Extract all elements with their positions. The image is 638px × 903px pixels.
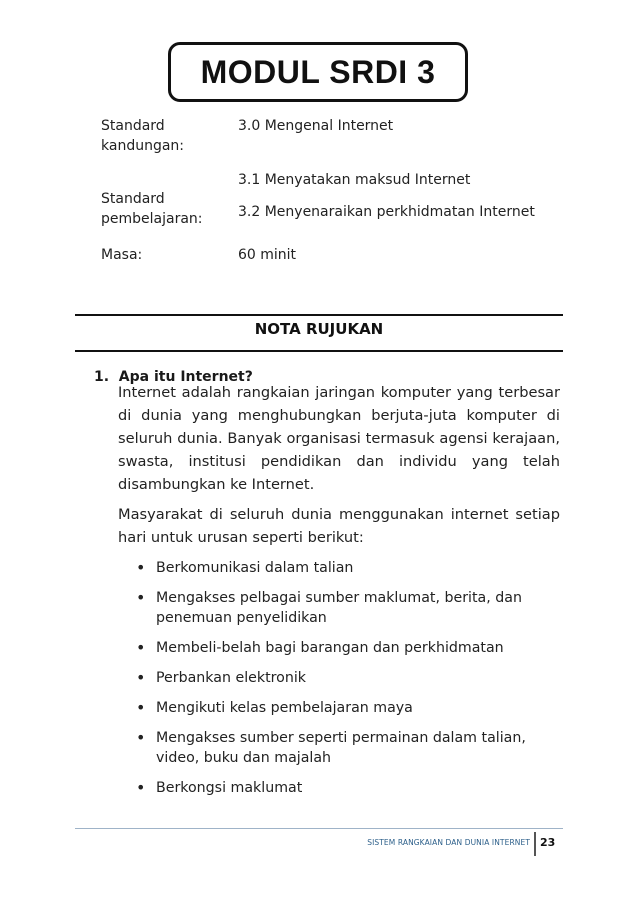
- paragraph-1: [118, 381, 560, 496]
- section-heading: NOTA RUJUKAN: [254, 320, 384, 338]
- standard-kandungan-label: Standard kandungan:: [101, 118, 185, 154]
- list-item: [136, 778, 556, 798]
- paragraph-line: hari untuk urusan seperti berikut:: [118, 529, 364, 546]
- footer-rule: [75, 828, 563, 829]
- list-item: [136, 668, 556, 688]
- bullet-icon: •: [136, 698, 146, 717]
- footer-separator: [534, 832, 536, 856]
- bullet-icon: •: [136, 668, 146, 687]
- list-item-text: Mengakses sumber seperti permainan dalam talian, video, buku dan majalah: [156, 730, 526, 766]
- paragraph-line: swasta, institusi pendidikan dan individu yang telah: [118, 453, 560, 470]
- section-1-title: 1. Apa itu Internet?: [94, 369, 253, 385]
- bullet-icon: •: [136, 558, 146, 577]
- usage-list: [136, 558, 556, 798]
- heading-rule-top: [75, 314, 563, 316]
- bullet-icon: •: [136, 728, 146, 747]
- footer-title: SISTEM RANGKAIAN DAN DUNIA INTERNET: [367, 838, 530, 847]
- list-item-text: Mengakses pelbagai sumber maklumat, berita, dan penemuan penyelidikan: [156, 590, 522, 626]
- list-item: [136, 638, 556, 658]
- bullet-icon: •: [136, 588, 146, 607]
- masa-value: 60 minit: [238, 247, 297, 263]
- paragraph-line: Masyarakat di seluruh dunia menggunakan internet setiap: [118, 506, 560, 523]
- list-item-text: Membeli-belah bagi barangan dan perkhidmatan: [156, 640, 504, 656]
- list-item-text: Berkongsi maklumat: [156, 780, 303, 796]
- module-title: MODUL SRDI 3: [168, 42, 468, 102]
- list-item: [136, 588, 546, 628]
- list-item-text: Perbankan elektronik: [156, 670, 306, 686]
- list-item: [136, 698, 556, 718]
- standard-pembelajaran-item: 3.1 Menyatakan maksud Internet: [238, 172, 471, 188]
- paragraph-line: di dunia yang menghubungkan berjuta-juta komputer di: [118, 407, 560, 424]
- bullet-icon: •: [136, 638, 146, 657]
- masa-label: Masa:: [101, 247, 143, 263]
- standard-kandungan-value: 3.0 Mengenal Internet: [238, 118, 394, 134]
- paragraph-line: disambungkan ke Internet.: [118, 476, 315, 493]
- standard-pembelajaran-label: Standard pembelajaran:: [101, 191, 203, 227]
- page-number: 23: [540, 836, 556, 849]
- list-item: [136, 558, 556, 578]
- paragraph-line: seluruh dunia. Banyak organisasi termasuk agensi kerajaan,: [118, 430, 560, 447]
- paragraph-2: [118, 503, 560, 549]
- list-item-text: Mengikuti kelas pembelajaran maya: [156, 700, 413, 716]
- bullet-icon: •: [136, 778, 146, 797]
- list-item: [136, 728, 556, 768]
- standard-pembelajaran-item: 3.2 Menyenaraikan perkhidmatan Internet: [238, 204, 535, 220]
- heading-rule-bottom: [75, 350, 563, 352]
- paragraph-line: Internet adalah rangkaian jaringan komputer yang terbesar: [118, 384, 560, 401]
- list-item-text: Berkomunikasi dalam talian: [156, 560, 354, 576]
